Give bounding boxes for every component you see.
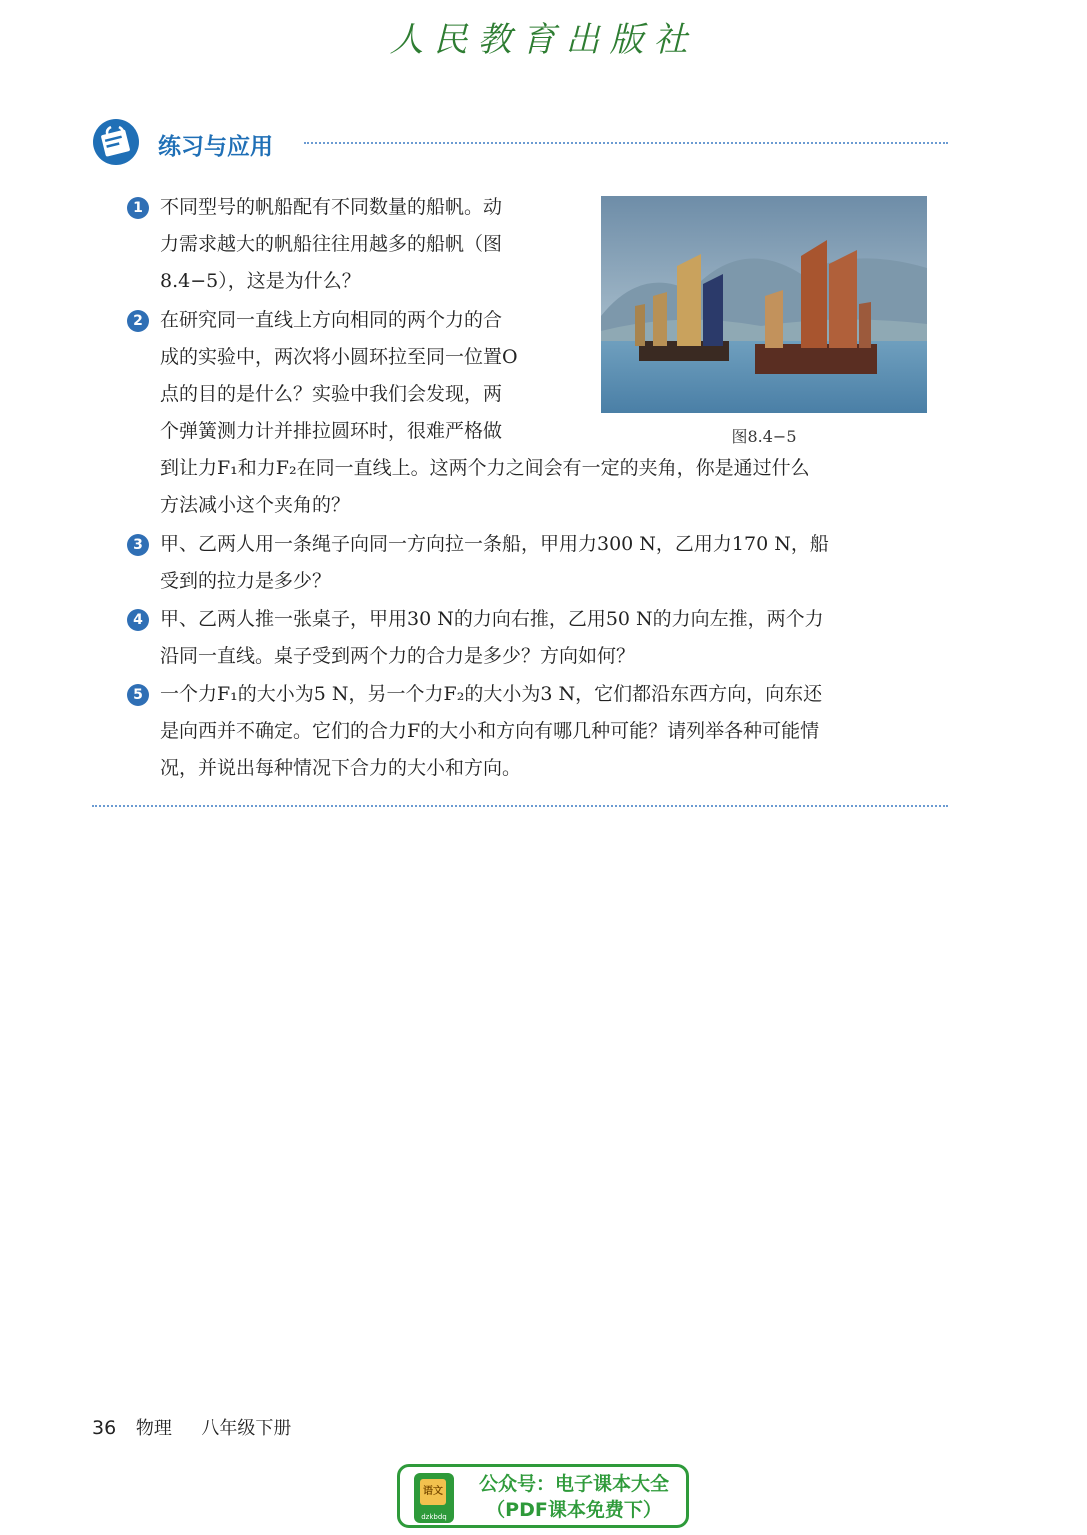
section-header [92,118,952,170]
publisher-logo: 人民教育出版社 [389,20,698,60]
question-line: 力需求越大的帆船往往用越多的船帆（图 [160,233,503,255]
badge-text [464,1471,684,1523]
question-line: 是向西并不确定。它们的合力F的大小和方向有哪几种可能？请列举各种可能情 [160,720,820,742]
section-bottom-divider [92,805,948,807]
question-line: 受到的拉力是多少？ [160,570,332,592]
question-line: 方法减小这个夹角的？ [160,494,351,516]
wechat-badge [397,1464,689,1528]
question-line: 甲、乙两人推一张桌子，甲用30 N的力向右推，乙用50 N的力向左推，两个力 [160,608,824,630]
question-line: 成的实验中，两次将小圆环拉至同一位置O [160,346,518,368]
header-divider [304,142,948,144]
question-line: 个弹簧测力计并排拉圆环时，很难严格做 [160,420,503,442]
figure-caption: 图8.4−5 [731,427,797,446]
book-icon [414,1473,454,1523]
page-footer [92,1414,291,1440]
question-number: 2 [127,310,149,332]
question-line: 在研究同一直线上方向相同的两个力的合 [160,309,503,331]
question-line: 点的目的是什么？实验中我们会发现，两 [160,383,503,405]
question-line: 一个力F₁的大小为5 N，另一个力F₂的大小为3 N，它们都沿东西方向，向东还 [160,683,823,705]
question-number: 5 [127,684,149,706]
question-line: 沿同一直线。桌子受到两个力的合力是多少？方向如何？ [160,645,636,667]
question-line: 不同型号的帆船配有不同数量的船帆。动 [160,196,503,218]
question-3 [133,526,829,600]
question-line: 8.4−5），这是为什么？ [160,270,361,292]
subject-label: 物理 [135,1418,172,1439]
question-number: 3 [127,534,149,556]
badge-line-2: （PDF课本免费下） [486,1499,662,1521]
book-icon-tag: dzkbdq [421,1513,447,1521]
sailboats-photo [601,196,927,413]
section-title: 练习与应用 [158,134,273,160]
question-4 [133,601,824,675]
book-icon-label: 语文 [420,1479,446,1505]
grade-label: 八年级下册 [201,1418,292,1439]
badge-line-1: 公众号：电子课本大全 [478,1473,669,1495]
question-1 [133,189,503,300]
question-line: 到让力F₁和力F₂在同一直线上。这两个力之间会有一定的夹角，你是通过什么 [160,457,810,479]
question-number: 1 [127,197,149,219]
question-line: 况，并说出每种情况下合力的大小和方向。 [160,757,522,779]
question-5 [133,676,823,787]
question-number: 4 [127,609,149,631]
page-number: 36 [92,1417,117,1439]
question-line: 甲、乙两人用一条绳子向同一方向拉一条船，甲用力300 N，乙用力170 N，船 [160,533,829,555]
exercise-icon [92,118,140,166]
